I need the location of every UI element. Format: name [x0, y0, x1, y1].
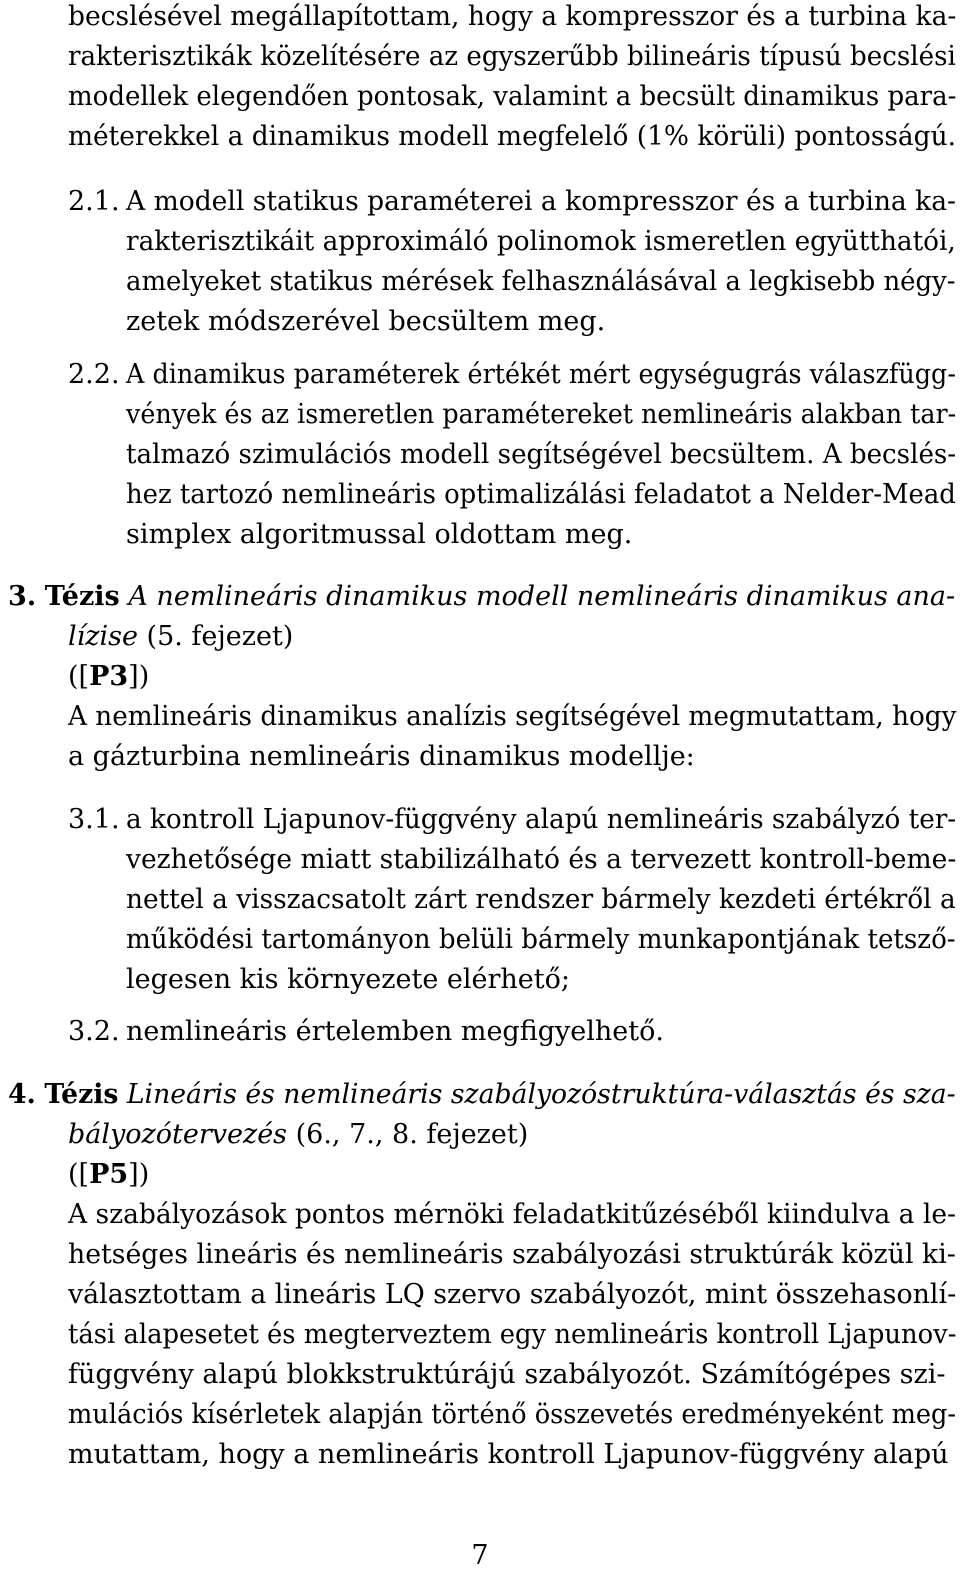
text-line: becslésével megállapítottam, hogy a kompresszor és a turbina ka- [68, 1, 957, 32]
text-line: talmazó szimulációs modell segítségével becsültem. A becslés- [126, 439, 957, 470]
text-line: vények és az ismeretlen paramétereket nemlineáris alakban tar- [126, 399, 957, 430]
publication-ref: ([P5]) [68, 1159, 150, 1190]
text-line: zetek módszerével becsültem meg. [126, 306, 606, 337]
page-number: 7 [471, 1540, 489, 1571]
text-line: rakterisztikák közelítésére az egyszerűbb bilineáris típusú becslési [68, 41, 956, 72]
text-line: működési tartományon belüli bármely munkapontjának tetsző- [126, 924, 956, 955]
thesis-label: Tézis [44, 581, 120, 612]
thesis-title: lízise [68, 621, 138, 652]
chapter-ref: (6., 7., 8. fejezet) [287, 1119, 529, 1150]
text-line: a kontroll Ljapunov-függvény alapú nemlineáris szabályzó ter- [126, 804, 957, 835]
publication-ref: ([P3]) [68, 661, 150, 692]
text-line: legesen kis környezete elérhető; [126, 964, 570, 995]
text-line: vezhetősége miatt stabilizálható és a tervezett kontroll-beme- [126, 844, 957, 875]
item-number: 3.2. [68, 1016, 120, 1047]
item-number: 2.1. [68, 186, 120, 217]
publication-ref-key: P5 [89, 1159, 129, 1190]
thesis-heading-cont [68, 1115, 956, 1155]
text-line: nettel a visszacsatolt zárt rendszer bármely kezdeti értékről a [126, 884, 956, 915]
text-line: függvény alapú blokkstruktúrájú szabályozót. Számítógépes szi- [68, 1359, 946, 1390]
text-line: hetséges lineáris és nemlineáris szabályozási struktúrák közül ki- [68, 1239, 956, 1270]
thesis-title: Lineáris és nemlineáris szabályozóstruktúra-választás és sza- [126, 1079, 956, 1110]
text-line: a gázturbina nemlineáris dinamikus modellje: [68, 741, 695, 772]
publication-ref-key: P3 [89, 661, 129, 692]
text-line: rakterisztikáit approximáló polinomok ismeretlen együtthatói, [126, 226, 956, 257]
text-line: mulációs kísérletek alapján történő összevetés eredményeként meg- [68, 1399, 957, 1430]
thesis-title: bályozótervezés [68, 1119, 288, 1150]
thesis-number: 4. [8, 1079, 36, 1110]
text-line: amelyeket statikus mérések felhasználásával a legkisebb négy- [126, 266, 956, 297]
thesis-number: 3. [8, 581, 37, 612]
text-line: A dinamikus paraméterek értékét mért egységugrás válaszfügg- [126, 359, 956, 390]
thesis-heading-cont [68, 617, 956, 657]
text-line: méterekkel a dinamikus modell megfelelő (1% körüli) pontosságú. [68, 121, 956, 152]
text-line: mutattam, hogy a nemlineáris kontroll Ljapunov-függvény alapú [68, 1439, 949, 1470]
text-line: A nemlineáris dinamikus analízis segítségével megmutattam, hogy [68, 701, 957, 732]
text-line: tási alapesetet és megterveztem egy nemlineáris kontroll Ljapunov- [68, 1319, 957, 1350]
text-line: modellek elegendően pontosak, valamint a becsült dinamikus para- [68, 81, 957, 112]
thesis-label: Tézis [44, 1079, 119, 1110]
thesis-heading [8, 577, 956, 617]
text-line: nemlineáris értelemben megfigyelhető. [126, 1016, 664, 1047]
item-number: 2.2. [68, 359, 120, 390]
text-line: simplex algoritmussal oldottam meg. [126, 519, 633, 550]
thesis-heading [8, 1075, 956, 1115]
chapter-ref: (5. fejezet) [137, 621, 294, 652]
thesis-title: A nemlineáris dinamikus modell nemlineáris dinamikus ana- [128, 581, 956, 612]
item-number: 3.1. [68, 804, 120, 835]
text-line: választottam a lineáris LQ szervo szabályozót, mint összehasonlí- [68, 1279, 957, 1310]
text-line: hez tartozó nemlineáris optimalizálási feladatot a Nelder-Mead [126, 479, 956, 510]
text-line: A modell statikus paraméterei a kompresszor és a turbina ka- [126, 186, 956, 217]
text-line: A szabályozások pontos mérnöki feladatkitűzéséből kiindulva a le- [68, 1199, 956, 1230]
